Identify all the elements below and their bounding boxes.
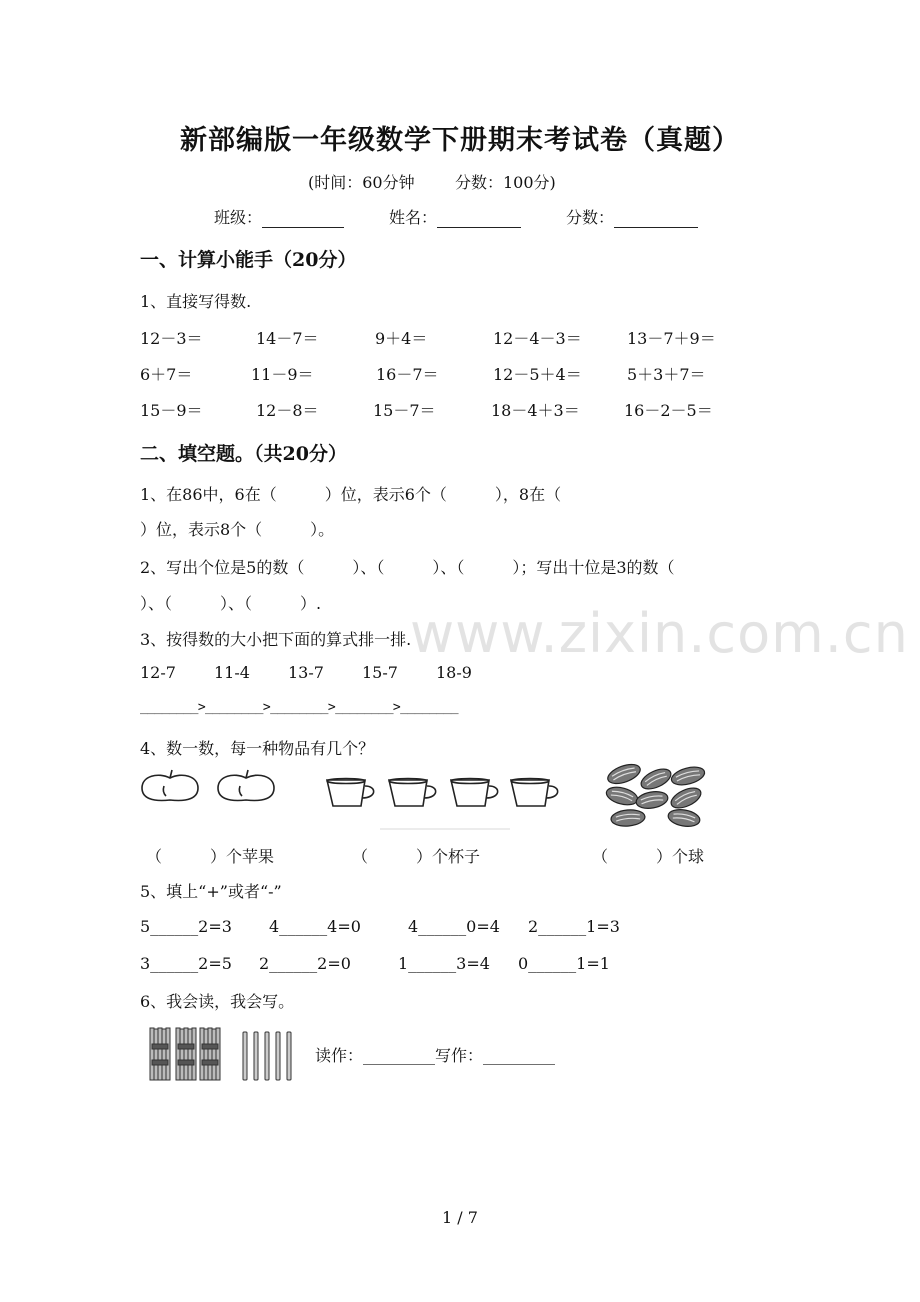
class-label: 班级： xyxy=(214,208,263,227)
score-blank[interactable] xyxy=(614,209,698,228)
q5-item: 2______1=3 xyxy=(528,917,620,936)
write-label: 写作： xyxy=(435,1046,484,1065)
section2-q6: 6、我会读，我会写。 xyxy=(140,992,295,1011)
apple-icon xyxy=(218,770,274,801)
score-field xyxy=(566,205,698,228)
counting-sticks-illustration xyxy=(148,1026,303,1084)
calc-item: 9＋4＝ xyxy=(375,329,428,348)
q3-expression: 18-9 xyxy=(436,663,472,682)
cup-count-answer: （ ）个杯子 xyxy=(352,847,481,866)
calc-item: 6＋7＝ xyxy=(140,365,193,384)
name-blank[interactable] xyxy=(437,209,521,228)
section2-q4: 4、数一数，每一种物品有几个？ xyxy=(140,739,375,758)
class-field xyxy=(214,205,344,228)
calc-item: 15－7＝ xyxy=(373,401,436,420)
calc-item: 12－3＝ xyxy=(140,329,203,348)
read-label: 读作： xyxy=(315,1046,364,1065)
ball-icon xyxy=(605,761,642,788)
q3-expression: 12-7 xyxy=(140,663,176,682)
calc-item: 13－7＋9＝ xyxy=(627,329,716,348)
exam-time: (时间：60分钟 xyxy=(308,173,415,192)
q5-item: 5______2=3 xyxy=(140,917,232,936)
ball-icon xyxy=(610,809,645,828)
q5-item: 0______1=1 xyxy=(518,954,610,973)
ball-icon xyxy=(635,789,669,810)
section2-q3: 3、按得数的大小把下面的算式排一排. xyxy=(140,630,412,649)
calc-item: 16－7＝ xyxy=(376,365,439,384)
q3-expression: 15-7 xyxy=(362,663,398,682)
calc-item: 16－2－5＝ xyxy=(624,401,713,420)
watermark: www.zixin.com.cn xyxy=(410,602,909,665)
section2-q1-line1: 1、在86中，6在（ ）位，表示6个（ ），8在（ xyxy=(140,485,562,504)
balls-illustration xyxy=(600,764,710,830)
apples-illustration xyxy=(140,770,280,810)
calc-item: 15－9＝ xyxy=(140,401,203,420)
calc-item: 12－5＋4＝ xyxy=(493,365,582,384)
read-blank[interactable]: _________ xyxy=(363,1046,436,1065)
cups-illustration xyxy=(325,776,560,836)
stick-bundle-icon xyxy=(150,1028,170,1080)
write-blank[interactable]: _________ xyxy=(483,1046,556,1065)
ball-icon xyxy=(668,784,704,812)
ball-icon xyxy=(670,764,707,788)
section2-q2-line2: ）、（ ）、（ ）. xyxy=(140,594,322,613)
apple-count-answer: （ ）个苹果 xyxy=(146,847,275,866)
class-blank[interactable] xyxy=(262,209,344,228)
section2-heading: 二、填空题。（共20分） xyxy=(140,443,347,465)
cup-icon xyxy=(327,779,374,807)
q5-item: 4______4=0 xyxy=(269,917,361,936)
q5-item: 2______2=0 xyxy=(259,954,351,973)
ball-icon xyxy=(638,765,674,793)
ball-count-answer: （ ）个球 xyxy=(592,847,705,866)
calc-item: 11－9＝ xyxy=(251,365,314,384)
ball-icon xyxy=(667,807,701,828)
calc-item: 5＋3＋7＝ xyxy=(627,365,706,384)
section2-q1-line2: ）位，表示8个（ ）。 xyxy=(140,520,335,539)
single-sticks-icon xyxy=(243,1032,291,1080)
calc-item: 12－8＝ xyxy=(256,401,319,420)
section2-q2-line1: 2、写出个位是5的数（ ）、（ ）、（ ）；写出十位是3的数（ xyxy=(140,558,675,577)
q5-item: 3______2=5 xyxy=(140,954,232,973)
exam-total-score: 分数：100分) xyxy=(455,173,556,192)
q5-item: 4______0=4 xyxy=(408,917,500,936)
calc-item: 12－4－3＝ xyxy=(493,329,582,348)
stick-bundle-icon xyxy=(176,1028,196,1080)
name-label: 姓名： xyxy=(389,208,438,227)
q3-expression: 11-4 xyxy=(214,663,250,682)
q6-answer-line xyxy=(315,1043,555,1066)
cup-icon xyxy=(511,779,558,807)
q3-answer-blanks[interactable]: ________>________>________>________>________ xyxy=(140,700,458,715)
calc-item: 18－4＋3＝ xyxy=(491,401,580,420)
ball-icon xyxy=(604,784,639,808)
score-label: 分数： xyxy=(566,208,615,227)
cup-icon xyxy=(451,779,498,807)
section1-heading: 一、计算小能手（20分） xyxy=(140,249,357,271)
exam-title: 新部编版一年级数学下册期末考试卷（真题） xyxy=(180,125,740,156)
calc-item: 14－7＝ xyxy=(256,329,319,348)
q3-expression: 13-7 xyxy=(288,663,324,682)
section1-q1: 1、直接写得数. xyxy=(140,292,252,311)
stick-bundle-icon xyxy=(200,1028,220,1080)
q5-item: 1______3=4 xyxy=(398,954,490,973)
apple-icon xyxy=(142,770,198,801)
name-field xyxy=(389,205,521,228)
cup-icon xyxy=(389,779,436,807)
page-number: 1 / 7 xyxy=(442,1208,478,1227)
section2-q5: 5、填上“+”或者“-” xyxy=(140,882,282,901)
